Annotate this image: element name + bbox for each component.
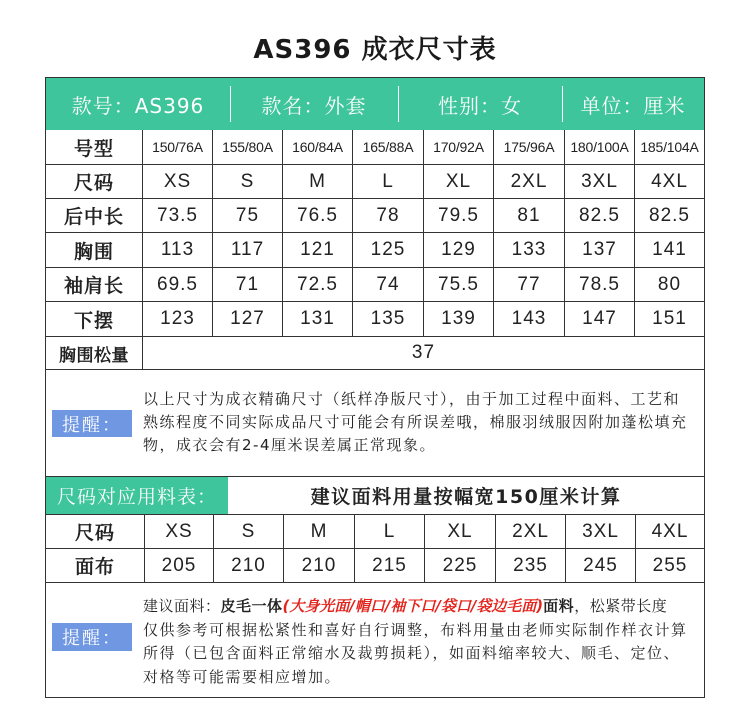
table-row-chest-ease bbox=[46, 337, 704, 370]
table-cell: 135 bbox=[353, 302, 424, 336]
table-cell: 76.5 bbox=[283, 199, 353, 232]
style-number: 款号：AS396 bbox=[71, 93, 205, 118]
table-cell: 78 bbox=[353, 199, 424, 232]
table-cell: 121 bbox=[283, 233, 353, 267]
note-line: 以上尺寸为成衣精确尺寸（纸样净版尺寸），由于加工过程中面料、工艺和 bbox=[143, 390, 681, 408]
note-line: 物，成衣会有2-4厘米误差属正常现象。 bbox=[143, 436, 437, 454]
table-cell: 82.5 bbox=[565, 199, 635, 232]
table-cell: 2XL bbox=[494, 165, 565, 198]
table-cell: 180/100A bbox=[565, 130, 635, 164]
table-cell: M bbox=[283, 165, 353, 198]
fabric-width-note: 建议面料用量按幅宽150厘米计算 bbox=[310, 486, 622, 508]
table-row-spec bbox=[46, 130, 704, 165]
table-cell: 165/88A bbox=[353, 130, 424, 164]
unit: 单位：厘米 bbox=[562, 78, 704, 130]
fabric-type: 皮毛一体 bbox=[220, 597, 283, 615]
table-cell: 255 bbox=[652, 554, 688, 576]
table-row-back-length bbox=[46, 199, 704, 233]
fabric-section-label: 尺码对应用料表： bbox=[46, 477, 228, 514]
table-cell: 73.5 bbox=[143, 199, 213, 232]
table-row-sleeve-length bbox=[46, 268, 704, 302]
table-cell: 225 bbox=[425, 549, 496, 582]
table-cell: 235 bbox=[496, 549, 566, 582]
table-cell: 125 bbox=[353, 233, 424, 267]
size-note bbox=[46, 370, 704, 477]
table-cell: 81 bbox=[494, 199, 565, 232]
table-cell: 133 bbox=[494, 233, 565, 267]
table-cell: 205 bbox=[145, 549, 214, 582]
fabric-table bbox=[46, 515, 704, 583]
gender: 性别：女 bbox=[398, 78, 562, 130]
row-label: 面布 bbox=[46, 549, 145, 582]
table-cell: 74 bbox=[353, 268, 424, 301]
row-label: 袖肩长 bbox=[46, 268, 143, 301]
fabric-suffix: 面料 bbox=[543, 597, 575, 615]
row-label: 下摆 bbox=[46, 302, 143, 336]
fabric-note bbox=[46, 583, 704, 697]
row-label: 后中长 bbox=[46, 199, 143, 232]
table-cell: 79.5 bbox=[424, 199, 494, 232]
row-label: 尺码 bbox=[46, 515, 145, 548]
row-label: 胸围 bbox=[46, 233, 143, 267]
table-cell: 170/92A bbox=[424, 130, 494, 164]
table-cell: 143 bbox=[494, 302, 565, 336]
table-row-size bbox=[46, 515, 704, 549]
page-title: AS396 成衣尺寸表 bbox=[253, 35, 497, 65]
note-line: 对格等可能需要相应增加。 bbox=[143, 667, 342, 686]
table-row-hem bbox=[46, 302, 704, 337]
table-cell: 113 bbox=[143, 233, 213, 267]
fabric-note-text bbox=[143, 595, 688, 689]
fabric-suggest-prefix: 建议面料： bbox=[143, 597, 221, 615]
table-cell: 150/76A bbox=[143, 130, 213, 164]
table-cell: 3XL bbox=[565, 165, 635, 198]
table-cell: XL bbox=[424, 165, 494, 198]
table-cell: 75.5 bbox=[424, 268, 494, 301]
table-cell: 129 bbox=[424, 233, 494, 267]
table-cell: 123 bbox=[143, 302, 213, 336]
table-cell: XS bbox=[145, 515, 214, 548]
table-cell: 127 bbox=[213, 302, 283, 336]
fabric-note-rest: ，松紧带长度 bbox=[574, 597, 668, 615]
table-cell: XL bbox=[425, 515, 496, 548]
table-row-chest bbox=[46, 233, 704, 268]
table-cell: 4XL bbox=[651, 170, 688, 192]
table-cell: 210 bbox=[214, 549, 284, 582]
style-name: 款名：外套 bbox=[230, 78, 398, 130]
row-label: 尺码 bbox=[46, 165, 143, 198]
table-cell: 147 bbox=[565, 302, 635, 336]
table-cell: 77 bbox=[494, 268, 565, 301]
table-cell: 185/104A bbox=[640, 139, 699, 155]
fabric-section-header bbox=[46, 477, 704, 515]
reminder-badge: 提醒： bbox=[52, 623, 132, 651]
table-cell: S bbox=[214, 515, 284, 548]
table-cell: 75 bbox=[213, 199, 283, 232]
table-cell: 160/84A bbox=[283, 130, 353, 164]
table-row-size bbox=[46, 165, 704, 199]
table-cell: 137 bbox=[565, 233, 635, 267]
table-cell: 131 bbox=[283, 302, 353, 336]
chest-ease-value: 37 bbox=[411, 342, 436, 363]
table-cell: 215 bbox=[355, 549, 425, 582]
note-line: 所得（已包含面料正常缩水及裁剪损耗），如面料缩率较大、顺毛、定位、 bbox=[143, 644, 681, 662]
table-cell: 155/80A bbox=[213, 130, 283, 164]
row-label: 号型 bbox=[46, 130, 143, 164]
fabric-detail: (大身光面/帽口/袖下口/袋口/袋边毛面) bbox=[282, 597, 544, 615]
table-cell: 80 bbox=[657, 273, 682, 295]
table-cell: 71 bbox=[213, 268, 283, 301]
table-cell: 2XL bbox=[496, 515, 566, 548]
size-note-text bbox=[143, 388, 688, 457]
table-cell: 245 bbox=[566, 549, 636, 582]
table-cell: 210 bbox=[284, 549, 355, 582]
table-cell: 78.5 bbox=[565, 268, 635, 301]
table-cell: 117 bbox=[213, 233, 283, 267]
table-cell: XS bbox=[143, 165, 213, 198]
table-cell: 4XL bbox=[651, 520, 689, 542]
product-info-bar bbox=[46, 78, 704, 130]
table-cell: 82.5 bbox=[649, 204, 690, 226]
table-cell: M bbox=[284, 515, 355, 548]
reminder-badge: 提醒： bbox=[52, 410, 132, 437]
table-cell: L bbox=[355, 515, 425, 548]
note-line bbox=[143, 595, 688, 619]
table-cell: S bbox=[213, 165, 283, 198]
table-cell: L bbox=[353, 165, 424, 198]
row-label: 胸围松量 bbox=[46, 337, 143, 369]
table-cell: 69.5 bbox=[143, 268, 213, 301]
size-table bbox=[46, 130, 704, 370]
table-cell: 141 bbox=[652, 239, 687, 260]
size-chart-sheet bbox=[45, 77, 705, 698]
table-cell: 175/96A bbox=[494, 130, 565, 164]
table-row-fabric bbox=[46, 549, 704, 583]
table-cell: 72.5 bbox=[283, 268, 353, 301]
table-cell: 3XL bbox=[566, 515, 636, 548]
note-line: 仅供参考可根据松紧性和喜好自行调整，布料用量由老师实际制作样衣计算 bbox=[143, 620, 688, 639]
table-cell: 151 bbox=[652, 308, 687, 329]
note-line: 熟练程度不同实际成品尺寸可能会有所误差哦，棉服羽绒服因附加蓬松填充 bbox=[143, 413, 688, 431]
table-cell: 139 bbox=[424, 302, 494, 336]
